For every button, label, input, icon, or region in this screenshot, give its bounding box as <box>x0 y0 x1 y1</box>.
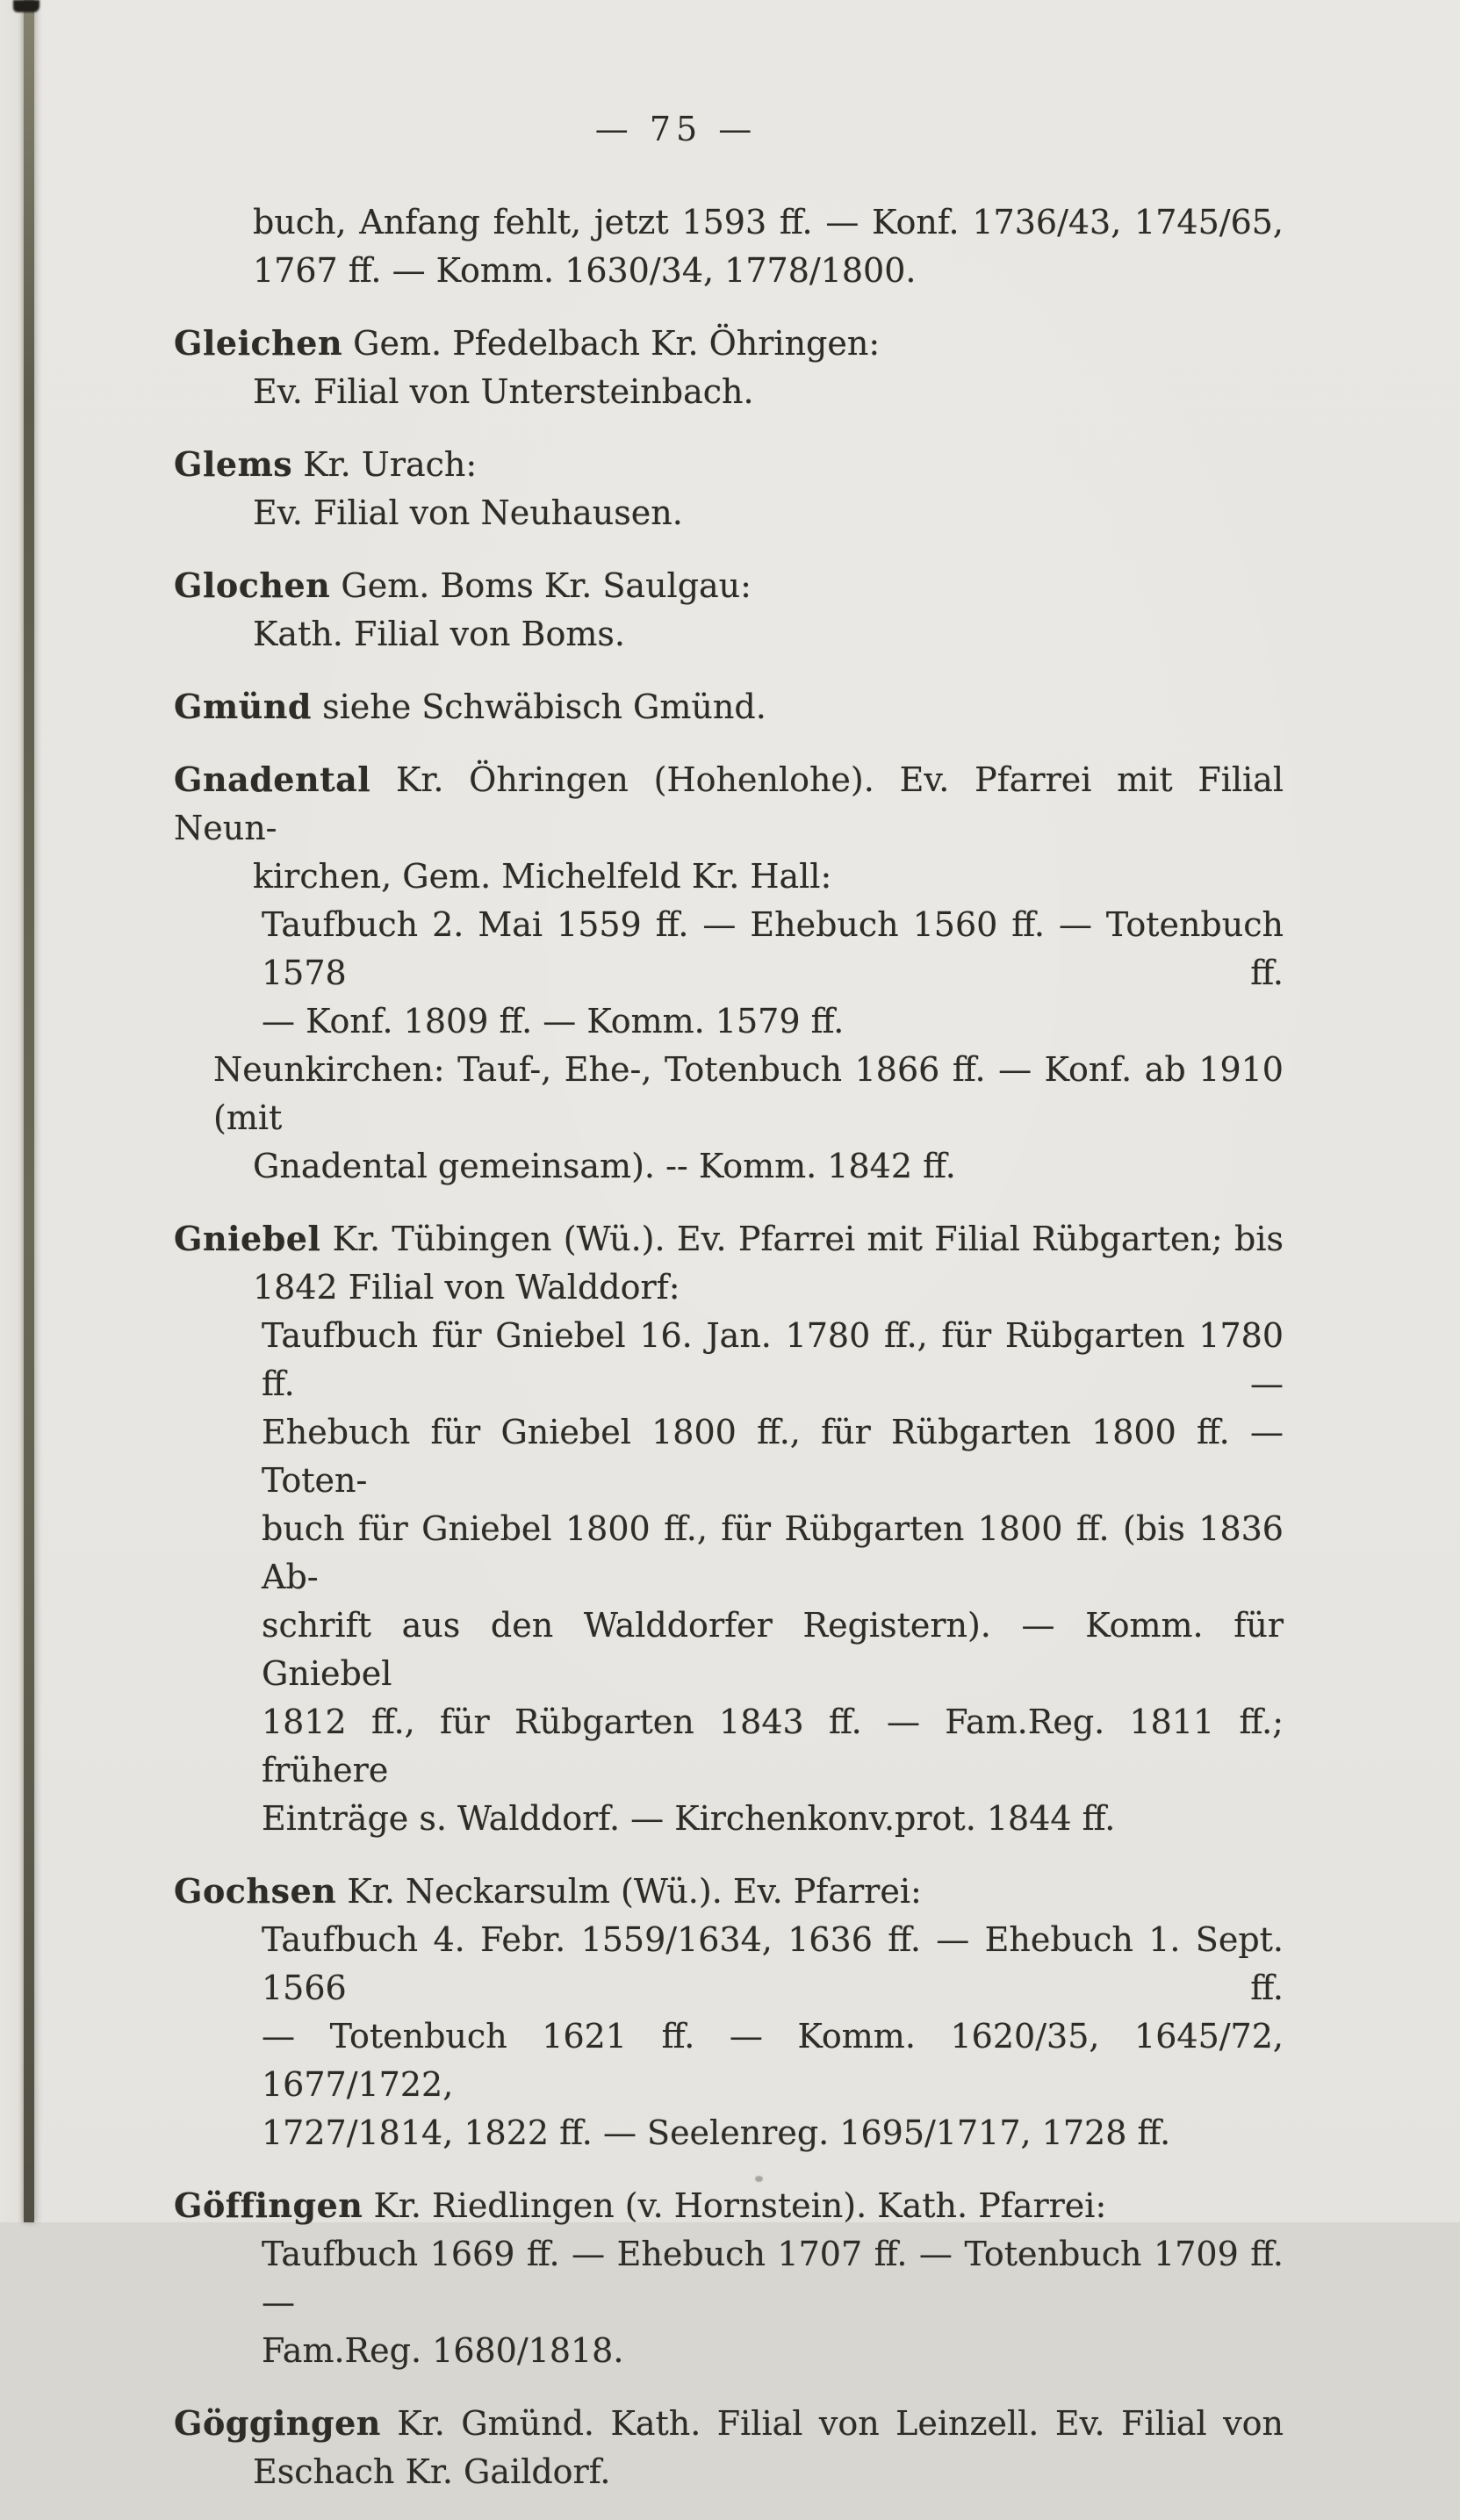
entry-head: Gnadental <box>174 760 371 799</box>
entry-line: kirchen, Gem. Michelfeld Kr. Hall: <box>253 857 832 896</box>
entry-line: Gochsen Kr. Neckarsulm (Wü.). Ev. Pfarrei: <box>174 1871 922 1911</box>
entry-head: Göggingen <box>174 2403 381 2443</box>
entry-line: Neunkirchen: Tauf-, Ehe-, Totenbuch 1866 ff. — Konf. ab 1910 (mit <box>213 1050 1284 1137</box>
entry-line: Kath. Filial von Boms. <box>253 615 625 653</box>
entry-line: buch für Gniebel 1800 ff., für Rübgarten 1800 ff. (bis 1836 Ab- <box>262 1509 1284 1596</box>
ink-speck <box>755 2176 763 2182</box>
entry-line: Ehebuch für Gniebel 1800 ff., für Rübgarten 1800 ff. — Toten- <box>262 1413 1284 1500</box>
entry-line: Gniebel Kr. Tübingen (Wü.). Ev. Pfarrei mit Filial Rübgarten; bis <box>174 1219 1284 1258</box>
page-edge-margin <box>0 0 24 2222</box>
entry-line: Gmünd siehe Schwäbisch Gmünd. <box>174 687 766 726</box>
entry-head: Glems <box>174 444 293 484</box>
entry-head: Gleichen <box>174 323 343 363</box>
entry-line: Gleichen Gem. Pfedelbach Kr. Öhringen: <box>174 323 881 363</box>
text-block <box>174 198 1284 2520</box>
entry-paragraph <box>174 2181 1284 2375</box>
entry-paragraph <box>174 755 1284 1191</box>
entry-head: Gmünd <box>174 687 312 726</box>
entry-line: Glems Kr. Urach: <box>174 444 478 484</box>
entry-paragraph <box>174 682 1284 731</box>
entry-line: Göggingen Kr. Gmünd. Kath. Filial von Leinzell. Ev. Filial von <box>174 2403 1284 2443</box>
entry-line: 1727/1814, 1822 ff. — Seelenreg. 1695/1717, 1728 ff. <box>262 2113 1171 2152</box>
entry-paragraph <box>174 561 1284 659</box>
corner-ink-mark <box>13 0 40 12</box>
entry-head: Göffingen <box>174 2185 363 2225</box>
page-number-header: — 75 — <box>594 110 758 148</box>
entry-line: Ev. Filial von Neuhausen. <box>253 493 683 532</box>
binding-edge-line <box>24 0 34 2222</box>
entry-head: Glochen <box>174 565 331 605</box>
entry-line: Eschach Kr. Gaildorf. <box>253 2452 611 2491</box>
entry-line: buch, Anfang fehlt, jetzt 1593 ff. — Konf. 1736/43, 1745/65, <box>253 203 1284 241</box>
entry-line: Gnadental Kr. Öhringen (Hohenlohe). Ev. Pfarrei mit Filial Neun- <box>174 760 1284 847</box>
entry-line: — Konf. 1809 ff. — Komm. 1579 ff. <box>262 1002 845 1040</box>
entry-line: Fam.Reg. 1680/1818. <box>262 2331 624 2370</box>
entry-paragraph <box>174 1867 1284 2157</box>
entry-paragraph <box>174 1214 1284 1843</box>
entry-line: Göffingen Kr. Riedlingen (v. Hornstein). Kath. Pfarrei: <box>174 2185 1107 2225</box>
entry-line: Einträge s. Walddorf. — Kirchenkonv.prot. 1844 ff. <box>262 1799 1116 1838</box>
entry-paragraph <box>174 198 1284 295</box>
entry-head: Gniebel <box>174 1219 321 1258</box>
entry-line: Taufbuch 2. Mai 1559 ff. — Ehebuch 1560 ff. — Totenbuch 1578 ff. <box>262 905 1284 992</box>
entry-line: schrift aus den Walddorfer Registern). — Komm. für Gniebel <box>262 1606 1284 1693</box>
entry-head: Gochsen <box>174 1871 337 1911</box>
entry-line: — Totenbuch 1621 ff. — Komm. 1620/35, 1645/72, 1677/1722, <box>262 2017 1284 2104</box>
entry-line: Taufbuch für Gniebel 16. Jan. 1780 ff., für Rübgarten 1780 ff. — <box>262 1316 1284 1403</box>
entry-line: Gnadental gemeinsam). -- Komm. 1842 ff. <box>253 1147 956 1185</box>
entry-paragraph <box>174 2399 1284 2496</box>
entry-line: 1812 ff., für Rübgarten 1843 ff. — Fam.Reg. 1811 ff.; frühere <box>262 1703 1284 1789</box>
entry-line: 1842 Filial von Walddorf: <box>253 1268 680 1307</box>
entry-line: Ev. Filial von Untersteinbach. <box>253 372 754 411</box>
entry-line: Taufbuch 1669 ff. — Ehebuch 1707 ff. — Totenbuch 1709 ff. — <box>262 2235 1284 2322</box>
entry-line: 1767 ff. — Komm. 1630/34, 1778/1800. <box>253 251 917 290</box>
entry-paragraph <box>174 440 1284 537</box>
entry-line: Taufbuch 4. Febr. 1559/1634, 1636 ff. — Ehebuch 1. Sept. 1566 ff. <box>262 1920 1284 2007</box>
entry-paragraph <box>174 319 1284 416</box>
entry-line: Glochen Gem. Boms Kr. Saulgau: <box>174 565 752 605</box>
